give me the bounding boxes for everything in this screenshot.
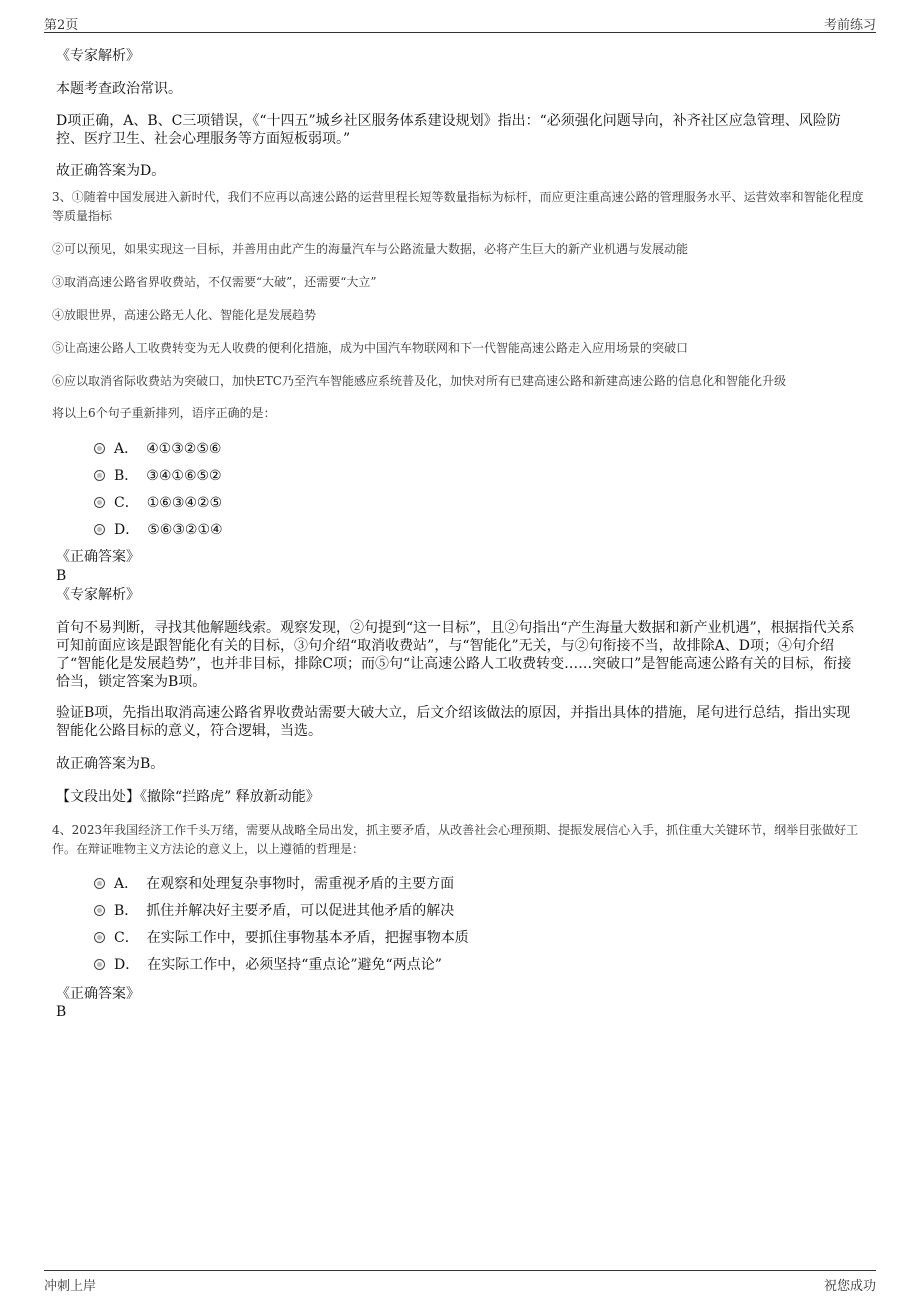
q3-analysis-p3: 故正确答案为B。 — [56, 756, 165, 772]
radio-icon[interactable] — [94, 524, 105, 535]
q3-prompt: 将以上6个句子重新排列，语序正确的是： — [52, 406, 276, 420]
page-header — [44, 12, 876, 33]
q3-answer-title: 《正确答案》 — [56, 549, 140, 565]
q3-analysis-title: 《专家解析》 — [56, 587, 140, 603]
header-title: 考前练习 — [823, 18, 876, 33]
q4-option-c[interactable]: C． 在实际工作中，要抓住事物基本矛盾，把握事物本质 — [94, 929, 469, 947]
radio-icon[interactable] — [94, 905, 105, 916]
page-footer — [44, 1270, 876, 1295]
radio-icon[interactable] — [94, 878, 105, 889]
q3-sentence-4: ④放眼世界，高速公路无人化、智能化是发展趋势 — [52, 308, 317, 322]
radio-icon[interactable] — [94, 470, 105, 481]
q2-analysis-title: 《专家解析》 — [56, 48, 140, 64]
q4-option-b[interactable]: B． 抓住并解决好主要矛盾，可以促进其他矛盾的解决 — [94, 902, 454, 920]
q4-option-d[interactable]: D． 在实际工作中，必须坚持“重点论”避免“两点论” — [94, 956, 442, 974]
q3-sentence-1: 3、①随着中国发展进入新时代，我们不应再以高速公路的运营里程长短等数量指标为标杆，而应更注重高速公路的管理服务水平、运营效率和智能化程度等质量指标 — [52, 190, 864, 223]
radio-icon[interactable] — [94, 497, 105, 508]
footer-left-text: 冲刺上岸 — [44, 1279, 97, 1294]
page-number: 第2页 — [44, 18, 79, 33]
q3-option-a[interactable]: A． ④①③②⑤⑥ — [94, 440, 221, 458]
radio-icon[interactable] — [94, 959, 105, 970]
q2-analysis-p2: D项正确，A、B、C三项错误，《“十四五”城乡社区服务体系建设规划》指出：“必须强化问题导向，补齐社区应急管理、风险防控、医疗卫生、社会心理服务等方面短板弱项。” — [56, 113, 841, 147]
q4-answer: B — [56, 1004, 67, 1020]
q3-option-d[interactable]: D． ⑤⑥③②①④ — [94, 521, 223, 539]
q4-answer-title: 《正确答案》 — [56, 986, 140, 1002]
q2-analysis-p1: 本题考查政治常识。 — [56, 81, 182, 97]
q4-option-a[interactable]: A． 在观察和处理复杂事物时，需重视矛盾的主要方面 — [94, 875, 454, 893]
q3-option-c[interactable]: C． ①⑥③④②⑤ — [94, 494, 222, 512]
q2-analysis-p3: 故正确答案为D。 — [56, 163, 166, 179]
q3-analysis-p1: 首句不易判断，寻找其他解题线索。观察发现，②句提到“这一目标”，且②句指出“产生海量大数据和新产业机遇”，根据指代关系可知前面应该是跟智能化有关的目标，③句介绍“取消收费站”，与“智能化”无关，与②句衔接不当，故排除A、D项；④句介绍了“智能化是发展趋势”，也并非目标，排除C项；而⑤句“让高速公路人工收费转变……突破口”是智能高速公路有关的目标，衔接恰当，锁定答案为B项。 — [56, 620, 855, 690]
q3-sentence-5: ⑤让高速公路人工收费转变为无人收费的便利化措施，成为中国汽车物联网和下一代智能高速公路走入应用场景的突破口 — [52, 341, 689, 355]
q3-sentence-2: ②可以预见，如果实现这一目标，并善用由此产生的海量汽车与公路流量大数据，必将产生巨大的新产业机遇与发展动能 — [52, 242, 689, 256]
q3-source: 【文段出处】《撤除“拦路虎” 释放新动能》 — [56, 789, 320, 805]
q4-stem: 4、2023年我国经济工作千头万绪，需要从战略全局出发，抓主要矛盾，从改善社会心理预期、提振发展信心入手，抓住重大关键环节，纲举目张做好工作。在辩证唯物主义方法论的意义上，以上遵循的哲理是： — [52, 823, 859, 856]
q3-answer: B — [56, 568, 67, 584]
footer-right-text: 祝您成功 — [823, 1279, 876, 1294]
radio-icon[interactable] — [94, 443, 105, 454]
q3-analysis-p2: 验证B项，先指出取消高速公路省界收费站需要大破大立，后文介绍该做法的原因，并指出具体的措施，尾句进行总结，指出实现智能化公路目标的意义，符合逻辑，当选。 — [56, 705, 851, 739]
radio-icon[interactable] — [94, 932, 105, 943]
q3-option-b[interactable]: B． ③④①⑥⑤② — [94, 467, 222, 485]
q3-sentence-3: ③取消高速公路省界收费站，不仅需要“大破”，还需要“大立” — [52, 275, 377, 289]
q3-sentence-6: ⑥应以取消省际收费站为突破口，加快ETC乃至汽车智能感应系统普及化，加快对所有已建高速公路和新建高速公路的信息化和智能化升级 — [52, 374, 786, 388]
